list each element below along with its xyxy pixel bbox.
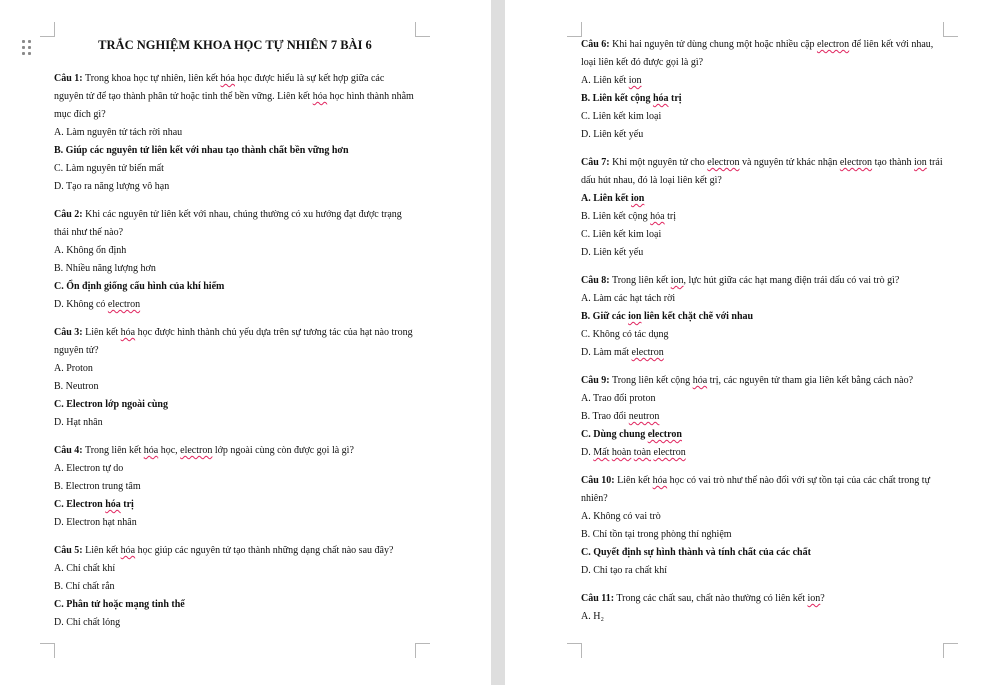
document-page-left: [0, 0, 491, 685]
option: A. Electron tự do: [54, 463, 124, 474]
spelling-squiggle[interactable]: electron: [107, 299, 141, 310]
option-correct: C. Electron hóa trị: [54, 499, 134, 510]
question-11: [581, 590, 943, 626]
spelling-squiggle[interactable]: hóa: [120, 545, 136, 556]
option-correct: A. Liên kết ion: [581, 193, 645, 204]
spelling-squiggle[interactable]: hóa: [120, 327, 136, 338]
question-text: Liên kết hóa học được hình thành chủ yếu dựa trên sự tương tác của hạt nào trong nguyên tử?: [54, 327, 413, 356]
question-number: Câu 8:: [581, 275, 610, 286]
option: D. Liên kết yếu: [581, 129, 644, 140]
spelling-squiggle[interactable]: electron: [653, 447, 686, 458]
question-5: [54, 542, 416, 632]
question-text: Liên kết hóa học có vai trò như thế nào đối với sự tồn tại của các chất trong tự nhiên?: [581, 475, 930, 504]
option-correct: B. Liên kết cộng hóa trị: [581, 93, 682, 104]
question-6: [581, 36, 943, 144]
question-number: Câu 3:: [54, 327, 83, 338]
question-number: Câu 4:: [54, 445, 83, 456]
option-correct: C. Dùng chung electron: [581, 429, 682, 440]
table-move-handle-icon[interactable]: [22, 40, 32, 56]
spelling-squiggle[interactable]: electron: [839, 157, 873, 168]
spelling-squiggle[interactable]: hóa: [652, 475, 668, 486]
question-1: [54, 70, 416, 196]
question-number: Câu 11:: [581, 593, 615, 604]
question-text: Trong liên kết cộng hóa trị, các nguyên tử tham gia liên kết bằng cách nào?: [609, 375, 914, 386]
spelling-squiggle[interactable]: electron: [631, 347, 664, 358]
question-number: Câu 10:: [581, 475, 615, 486]
spelling-squiggle[interactable]: Mất: [593, 447, 610, 458]
option: D. Mất hoàn toàn electron: [581, 447, 686, 458]
option: D. Hạt nhân: [54, 417, 103, 428]
option: D. Không có electron: [54, 299, 141, 310]
option-correct: C. Quyết định sự hình thành và tính chất của các chất: [581, 547, 811, 558]
spelling-squiggle[interactable]: ion: [628, 75, 642, 86]
option: A. Proton: [54, 363, 93, 374]
question-number: Câu 6:: [581, 39, 610, 50]
crop-mark-top-left: [40, 22, 55, 37]
option: A. Không ổn định: [54, 245, 127, 256]
spelling-squiggle[interactable]: hóa: [652, 93, 669, 104]
crop-mark-bottom-left: [567, 643, 582, 658]
option: A. Không có vai trò: [581, 511, 661, 522]
spelling-squiggle[interactable]: ion: [631, 193, 645, 204]
question-3: [54, 324, 416, 432]
option: B. Trao đổi neutron: [581, 411, 660, 422]
question-7: [581, 154, 943, 262]
option: A. Làm các hạt tách rời: [581, 293, 676, 304]
spelling-squiggle[interactable]: hóa: [692, 375, 708, 386]
crop-mark-top-right: [943, 22, 958, 37]
spelling-squiggle[interactable]: hóa: [650, 211, 665, 222]
question-number: Câu 1:: [54, 73, 83, 84]
option-correct: C. Phân tử hoặc mạng tinh thể: [54, 599, 185, 610]
option-correct: C. Ổn định giống cấu hình của khí hiếm: [54, 281, 225, 292]
question-4: [54, 442, 416, 532]
spelling-squiggle[interactable]: electron: [647, 429, 682, 440]
option: A. Làm nguyên tử tách rời nhau: [54, 127, 183, 138]
question-text: Trong liên kết ion, lực hút giữa các hạt mang điện trái dấu có vai trò gì?: [609, 275, 900, 286]
question-text: Khi một nguyên tử cho electron và nguyên tử khác nhận electron tạo thành ion trái dấu hút nhau, đó là loại liên kết gì?: [581, 157, 943, 186]
spelling-squiggle[interactable]: hóa: [312, 91, 328, 102]
option: D. Liên kết yếu: [581, 247, 644, 258]
question-text: Khi các nguyên tử liên kết với nhau, chúng thường có xu hướng đạt được trạng thái như thế nào?: [54, 209, 402, 238]
question-text: Khi hai nguyên tử dùng chung một hoặc nhiều cặp electron để liên kết với nhau, loại liên kết đó được gọi là gì?: [581, 39, 934, 68]
option: B. Electron trung tâm: [54, 481, 141, 492]
crop-mark-bottom-right: [415, 643, 430, 658]
spelling-squiggle[interactable]: hóa: [143, 445, 159, 456]
question-number: Câu 9:: [581, 375, 610, 386]
crop-mark-bottom-right: [943, 643, 958, 658]
spelling-squiggle[interactable]: ion: [628, 311, 642, 322]
option: D. Chỉ tạo ra chất khí: [581, 565, 668, 576]
question-text: Trong liên kết hóa học, electron lớp ngoài cùng còn được gọi là gì?: [82, 445, 354, 456]
option: A. H₂: [581, 611, 604, 622]
crop-mark-bottom-left: [40, 643, 55, 658]
spelling-squiggle[interactable]: electron: [707, 157, 740, 168]
spelling-squiggle[interactable]: electron: [816, 39, 850, 50]
spelling-squiggle[interactable]: neutron: [628, 411, 660, 422]
option: C. Làm nguyên tử biến mất: [54, 163, 164, 174]
option: A. Trao đổi proton: [581, 393, 656, 404]
spelling-squiggle[interactable]: ion: [670, 275, 684, 286]
crop-mark-top-left: [567, 22, 582, 37]
spelling-squiggle[interactable]: hoàn: [611, 447, 632, 458]
option: D. Electron hạt nhân: [54, 517, 137, 528]
question-text: Trong khoa học tự nhiên, liên kết hóa học được hiểu là sự kết hợp giữa các nguyên tử để tạo thành phân tử hoặc tinh thể bền vững. Liên kết hóa học hình thành nhằm mục đích gì?: [54, 73, 414, 120]
option: C. Liên kết kim loại: [581, 229, 662, 240]
spelling-squiggle[interactable]: ion: [914, 157, 927, 168]
question-2: [54, 206, 416, 314]
question-text: Liên kết hóa học giúp các nguyên tử tạo thành những dạng chất nào sau đây?: [82, 545, 394, 556]
page-body: [581, 36, 943, 626]
crop-mark-top-right: [415, 22, 430, 37]
option: D. Làm mất electron: [581, 347, 664, 358]
option: C. Liên kết kim loại: [581, 111, 662, 122]
option: B. Liên kết cộng hóa trị: [581, 211, 676, 222]
question-10: [581, 472, 943, 580]
spelling-squiggle[interactable]: electron: [180, 445, 213, 456]
option: B. Neutron: [54, 381, 99, 392]
option: A. Liên kết ion: [581, 75, 642, 86]
question-number: Câu 7:: [581, 157, 610, 168]
question-number: Câu 2:: [54, 209, 83, 220]
question-text: Trong các chất sau, chất nào thường có liên kết ion?: [614, 593, 825, 604]
question-8: [581, 272, 943, 362]
question-number: Câu 5:: [54, 545, 83, 556]
option: C. Không có tác dụng: [581, 329, 669, 340]
option: D. Chỉ chất lỏng: [54, 617, 121, 628]
option-correct: C. Electron lớp ngoài cùng: [54, 399, 168, 410]
page-gap: [491, 0, 505, 685]
spelling-squiggle[interactable]: hóa: [220, 73, 235, 84]
option-correct: B. Giúp các nguyên tử liên kết với nhau tạo thành chất bền vững hơn: [54, 145, 349, 156]
option: B. Chỉ tồn tại trong phòng thí nghiệm: [581, 529, 732, 540]
spelling-squiggle[interactable]: hóa: [105, 499, 121, 510]
document-title: TRẮC NGHIỆM KHOA HỌC TỰ NHIÊN 7 BÀI 6: [98, 38, 372, 52]
option: B. Chỉ chất rắn: [54, 581, 115, 592]
option-correct: B. Giữ các ion liên kết chặt chẽ với nhau: [581, 311, 754, 322]
option: B. Nhiều năng lượng hơn: [54, 263, 156, 274]
option: A. Chỉ chất khí: [54, 563, 116, 574]
spelling-squiggle[interactable]: ion: [807, 593, 821, 604]
option: D. Tạo ra năng lượng vô hạn: [54, 181, 170, 192]
spelling-squiggle[interactable]: toàn: [633, 447, 652, 458]
question-9: [581, 372, 943, 462]
page-body: [54, 36, 416, 632]
document-page-right: [505, 0, 997, 685]
